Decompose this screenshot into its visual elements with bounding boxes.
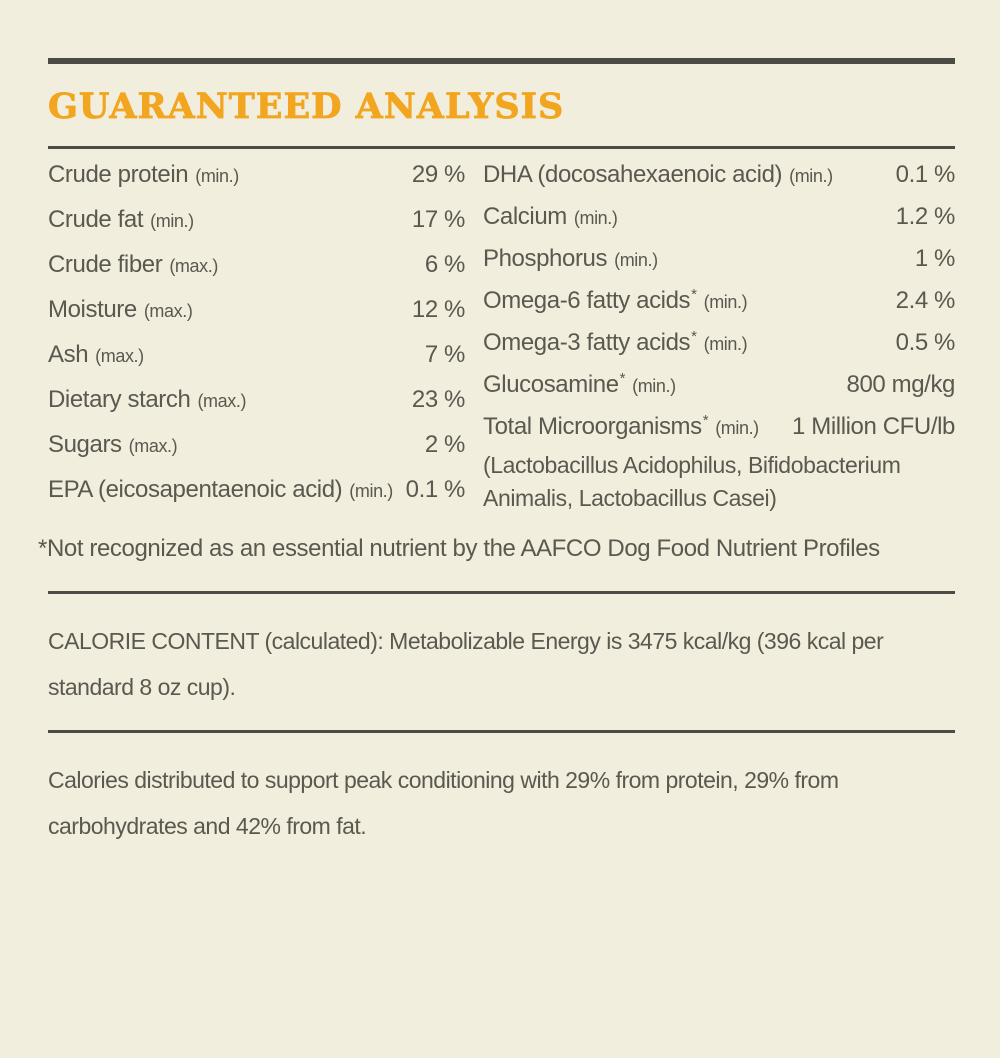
- nutrient-qualifier: (min.): [349, 481, 393, 501]
- nutrient-qualifier: (min.): [573, 208, 618, 228]
- nutrient-label: Dietary starch: [48, 386, 191, 413]
- analysis-table: [48, 161, 955, 521]
- footnote-asterisk: *: [702, 412, 709, 429]
- footnote-asterisk: *: [619, 370, 626, 387]
- calorie-content-text: CALORIE CONTENT (calculated): Metabolizable Energy is 3475 kcal/kg (396 kcal per standard 8 oz cup).: [48, 628, 884, 700]
- analysis-row: [483, 329, 955, 371]
- nutrient-value: 0.1 %: [895, 161, 955, 188]
- top-divider: [48, 58, 955, 64]
- nutrient-label: Sugars: [48, 431, 122, 458]
- analysis-row: [483, 245, 955, 287]
- nutrient-label: Crude fiber: [48, 251, 163, 278]
- aafco-footnote: *Not recognized as an essential nutrient by the AAFCO Dog Food Nutrient Profiles: [38, 535, 880, 562]
- nutrient-value: 12 %: [411, 296, 465, 323]
- calorie-section-divider: [48, 591, 955, 594]
- title-divider: [48, 146, 955, 149]
- nutrient-value: 7 %: [424, 341, 465, 368]
- nutrient-qualifier: (max.): [197, 391, 247, 411]
- nutrient-value: 0.1 %: [405, 476, 465, 503]
- analysis-row: [48, 386, 465, 431]
- nutrient-value: 2.4 %: [895, 287, 955, 314]
- analysis-row: [483, 161, 955, 203]
- nutrient-qualifier: (min.): [614, 250, 658, 270]
- microorganisms-detail-line: (Lactobacillus Acidophilus, Bifidobacterium: [483, 452, 901, 478]
- nutrient-label: Total Microorganisms: [483, 413, 702, 440]
- footnote-asterisk: *: [691, 328, 697, 345]
- nutrient-label: Phosphorus: [483, 245, 608, 272]
- analysis-column-right: [483, 161, 955, 521]
- analysis-right-rows: [483, 161, 955, 413]
- page-title: GUARANTEED ANALYSIS: [48, 86, 565, 127]
- nutrient-qualifier: (min.): [789, 166, 833, 186]
- footnote-asterisk: *: [691, 286, 697, 303]
- nutrient-label: Crude fat: [48, 206, 144, 233]
- nutrient-value: 1 %: [914, 245, 955, 272]
- analysis-row: [48, 251, 465, 296]
- analysis-row: [483, 413, 955, 449]
- nutrient-qualifier: (min.): [632, 376, 676, 396]
- nutrient-value: 1.2 %: [895, 203, 955, 230]
- nutrient-label: DHA (docosahexaenoic acid): [483, 161, 783, 188]
- nutrient-value: 1 Million CFU/lb: [792, 413, 955, 440]
- analysis-column-left: [48, 161, 465, 521]
- nutrient-qualifier: (min.): [715, 418, 759, 438]
- nutrient-qualifier: (min.): [195, 166, 239, 186]
- nutrient-value: 23 %: [411, 386, 465, 413]
- nutrient-qualifier: (max.): [169, 256, 218, 276]
- nutrient-qualifier: (max.): [143, 301, 193, 321]
- nutrient-label: Omega-3 fatty acids: [483, 329, 691, 356]
- analysis-row: [48, 431, 465, 476]
- microorganisms-detail-line: Animalis, Lactobacillus Casei): [483, 485, 777, 511]
- nutrient-value: 6 %: [424, 251, 465, 278]
- nutrient-label: EPA (eicosapentaenoic acid): [48, 476, 343, 503]
- nutrient-qualifier: (min.): [703, 334, 748, 354]
- nutrient-label: Calcium: [483, 203, 567, 230]
- guaranteed-analysis-panel: [0, 58, 1000, 1058]
- nutrient-value: 17 %: [411, 206, 465, 233]
- analysis-row: [48, 206, 465, 251]
- analysis-row: [48, 161, 465, 206]
- nutrient-qualifier: (min.): [703, 292, 748, 312]
- nutrient-label: Omega-6 fatty acids: [483, 287, 691, 314]
- nutrient-value: 800 mg/kg: [846, 371, 955, 398]
- calorie-distribution-text: Calories distributed to support peak conditioning with 29% from protein, 29% from carbohydrates and 42% from fat.: [48, 767, 839, 839]
- nutrient-value: 29 %: [411, 161, 465, 188]
- analysis-row: [48, 476, 465, 521]
- nutrient-value: 0.5 %: [895, 329, 955, 356]
- nutrient-label: Ash: [48, 341, 89, 368]
- nutrient-qualifier: (max.): [95, 346, 144, 366]
- analysis-row: [483, 371, 955, 413]
- nutrient-label: Crude protein: [48, 161, 189, 188]
- analysis-row: [48, 296, 465, 341]
- nutrient-qualifier: (max.): [128, 436, 178, 456]
- analysis-row: [48, 341, 465, 386]
- analysis-row: [483, 203, 955, 245]
- nutrient-label: Glucosamine: [483, 371, 619, 398]
- distribution-section-divider: [48, 730, 955, 733]
- nutrient-value: 2 %: [424, 431, 465, 458]
- analysis-row: [483, 287, 955, 329]
- nutrient-qualifier: (min.): [150, 211, 194, 231]
- nutrient-label: Moisture: [48, 296, 137, 323]
